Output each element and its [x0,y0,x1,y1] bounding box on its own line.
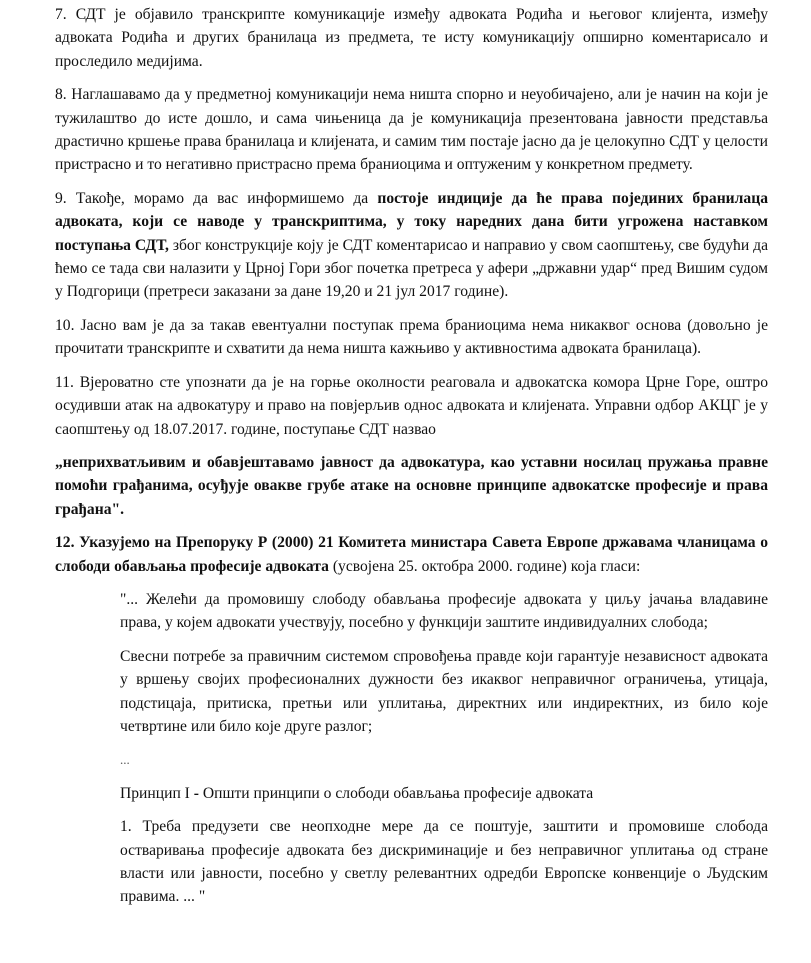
principle-label: Принцип I [120,784,194,802]
paragraph-12-emphasis: 12. Указујемо на Препоруку Р (2000) 21 Комитета министара Савета Европе државама чланицама о слободи обављања професије адвоката [55,534,768,575]
bar-statement-quote: „неприхватљивим и обавјештавамо јавност да адвокатура, као уставни носилац пружања правне помоћи грађанима, осуђује овакве грубе атаке на основне принципе адвокатске професије и права грађана". [55,453,768,518]
paragraph-12-suffix: (усвојена 25. октобра 2000. године) која гласи: [328,557,641,575]
paragraph-10-text: 10. Јасно вам је да за такав евентуални поступак према браниоцима нема никаквог основа (довољно је прочитати транскрипте и схватити да нема ништа кажњиво у активностима адвоката бранилаца). [55,316,768,358]
paragraph-12 [55,531,768,578]
quote-ellipsis: ... [120,752,130,768]
paragraph-11 [55,371,768,441]
paragraph-9-suffix: због конструкције коју је СДТ коментарисао и направио у свом саопштењу, све будући да ћемо се тада сви налазити у Црној Гори због почетка претреса у афери „државни удар“ пред Вишим судом у Подгорици (претреси заказани за дане 19,20 и 21 јул 2017 године). [55,236,768,301]
paragraph-9 [55,187,768,304]
recommendation-quote-block [120,588,768,909]
paragraph-11-bar-statement [55,451,768,521]
paragraph-7-text: 7. СДТ је објавило транскрипте комуникације између адвоката Родића и његовог клијента, између адвоката Родића и других бранилаца из предмета, те исту комуникацију опширно коментарисало и проследило медијима. [55,6,768,70]
principle-heading [120,782,768,805]
principle-dash: - [193,784,199,802]
paragraph-8-text: 8. Наглашавамо да у предметној комуникацији нема ништа спорно и неуобичајено, али је начин на који је тужилаштво до исте дошло, и сама чињеница да је комуникација презентована јавности представља драстично кршење права бранилаца и клијената, и самим тим постаје јасно да је целокупно СДТ у целости пристрасно и то негативно пристрасно према браниоцима и оптуженим у конкретном предмету. [55,86,768,174]
quote-paragraph-2: Свесни потребе за правичним системом спровођења правде који гарантује независност адвоката у вршењу својих професионалних дужности без икаквог неправичног ограничења, утицаја, подстицаја, притиска, претњи или уплитања, директних или индиректних, из било које четвртине или било које друге разлог; [120,647,768,735]
principle-item-1: 1. Треба предузети све неопходне мере да се поштује, заштити и промовише слобода остваривања професије адвоката без дискриминације и без неправичног уплитања од стране власти или јавности, посебно у светлу релевантних одредби Европске конвенције о Људским правима. ... " [120,818,768,906]
paragraph-9-prefix: 9. Такође, морамо да вас информишемо да [55,189,378,207]
paragraph-8 [55,83,768,177]
paragraph-9-emphasis: постоје индиције да ће права појединих бранилаца адвоката, који се наводе у транскриптима, у току наредних дана бити угрожена наставком поступања СДТ, [55,189,768,254]
paragraph-7 [55,3,768,73]
paragraph-11-text: 11. Вјероватно сте упознати да је на горње околности реаговала и адвокатска комора Црне Горе, оштро осудивши атак на адвокатуру и право на повјерљив однос адвоката и клијената. Управни одбор АКЦГ је у саопштењу од 18.07.2017. године, поступање СДТ назвао [55,373,768,438]
principle-title: Општи принципи о слободи обављања професије адвоката [198,784,594,802]
paragraph-10 [55,314,768,361]
quote-paragraph-1: "... Желећи да промовишу слободу обављања професије адвоката у циљу јачања владавине права, у којем адвокати учествују, посебно у функцији заштите индивидуалних слобода; [120,590,768,632]
